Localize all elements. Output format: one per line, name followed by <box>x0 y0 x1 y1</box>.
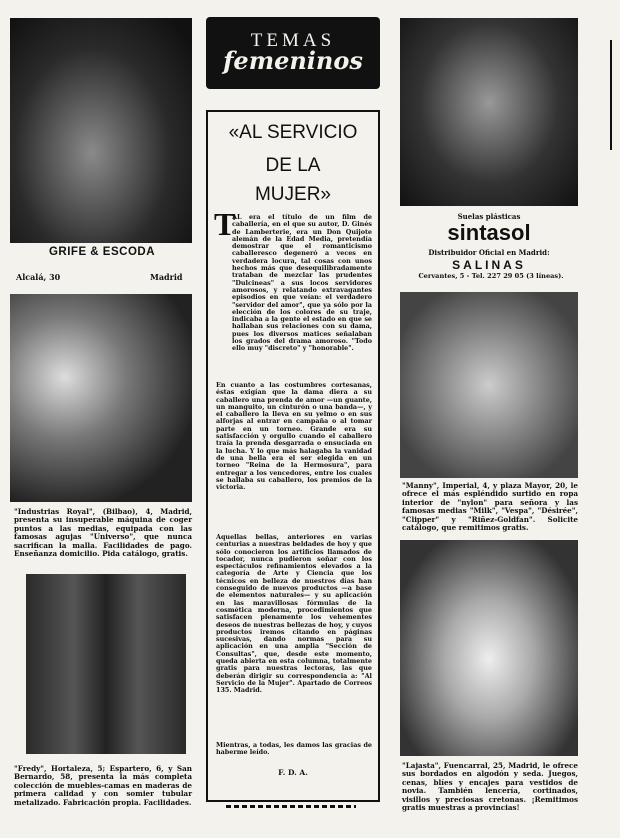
sintasol-distributor: Distribuidor Oficial en Madrid: <box>428 248 550 257</box>
grife-escoda-brand: GRIFE & ESCODA <box>48 246 156 258</box>
bridal-ad-photo <box>400 540 578 756</box>
article-paragraph-4: Mientras, a todas, les damos las gracias de haberme leído. <box>216 741 372 757</box>
article-title-line2: DE LA <box>265 155 321 176</box>
industrias-royal-text: "Industrias Royal", (Bilbao), 4, Madrid, presenta su insuperable máquina de coger puntos a las medias, equipada con las famosas agujas "Universo", que nunca sacrifican la malla. Facilidades de pago. Enseñanza domicilio. Pida catálogo, gratis. <box>14 507 192 559</box>
grife-escoda-city: Madrid <box>150 272 183 282</box>
article-paragraph-3: Aquellas bellas, anteriores en varias centurias a nuestras beldades de hoy y que sólo conocieron los artificios llamados de tocador, nunca pudieron soñar con los espectáculos refinamientos elevados a la categoría de Arte y Ciencia que los técnicos en belleza de nuestros días han conseguido de nuevos productos —a base de elementos naturales— y su aplicación en las maravillosas fórmulas de la cosmética moderna, procedimientos que satisfacen plenamente los vehementes deseos de nuestras bellezas de hoy, y cuyos productos iremos citando en páginas sucesivas, dando normas para su aplicación en una amplia "Sección de Consultas", que, desde este momento, queda abierta en esta columna, totalmente gratis para nuestras lectoras, las que deberán dirigir su correspondencia a: "Al Servicio de la Mujer". Apartado de Correos 135. Madrid. <box>216 533 372 695</box>
article-paragraph-2: En cuanto a las costumbres cortesanas, éstas exigían que la dama diera a su caballero una prenda de amor —un guante, un manguito, un cinturón o una banda—, y el caballero la lleva en su yelmo o en sus alforjas al entrar en campaña o al tomar parte en un torneo. Grande era su satisfacción y orgullo cuando el caballero traía la prenda desgarrada o ensuciada en la lucha. Y lo que más halagaba la vanidad de una bella era el ser elegida en un torneo "Reina de la Hermosura", para entregar a los vencedores, entre los cuales se hallaba su caballero, los premios de la victoria. <box>216 381 372 492</box>
checkered-border <box>226 805 356 808</box>
fredy-text: "Fredy", Hortaleza, 5; Espartero, 6, y San Bernardo, 58, presenta la más completa colección de muebles-camas en maderas de primera calidad y con somier tubular metalizado. Fabricación propia. Facilidades. <box>14 764 192 807</box>
sintasol-address: Cervantes, 5 - Tel. 227 29 05 (3 líneas). <box>418 272 564 280</box>
sintasol-ad-photo <box>400 18 578 206</box>
grife-escoda-address: Alcalá, 30 <box>16 272 61 282</box>
sintasol-tagline: Suelas plásticas <box>457 212 521 221</box>
article-signature: F. D. A. <box>278 768 308 777</box>
article-title-line1: «AL SERVICIO <box>228 122 358 143</box>
sintasol-salinas: SALINAS <box>452 258 526 272</box>
faucet-ad-photo <box>10 18 192 243</box>
masthead-femeninos: femeninos <box>223 46 363 75</box>
article-drop-cap: T <box>214 206 236 242</box>
furniture-ad-photo <box>26 574 186 754</box>
article-paragraph-1: AL era el título de un film de caballería, en el que su autor, D. Ginés de Lamberterie, era un Don Quijote alemán de la Edad Media, pretendía demostrar que el romanticismo caballeresco degeneró a veces en verdadera locura, tal cosas con unos hechos más que desequilibradamente trataban de mezclar las prudentes "Dulcineas" a sus locos servidores amorosos, y relatando extravagantes episodios en que veían: el verdadero "servidor del amor", que ya sólo por la elección de los colores de su traje, indicaba a la gente el estado en que se hallaban sus relaciones con su dama, pues los diversos matices señalaban los grados del drama amoroso. "Todo ello muy "discreto" y "honorable". <box>232 213 372 353</box>
manny-text: "Manny", Imperial, 4, y plaza Mayor, 20, le ofrece el más espléndido surtido en ropa interior de "nylon" para señora y las famosas medias "Milk", "Vespa", "Désirée", "Clipper" y "Riñez-Goldfan". Solicite catálogo, que remitimos gratis. <box>402 481 578 533</box>
sintasol-brand: sintasol <box>447 220 531 245</box>
right-edge-rule <box>610 40 612 150</box>
lajasta-text: "Lajasta", Fuencarral, 25, Madrid, le ofrece sus bordados en algodón y seda. Juegos, cenas, blíes y encajes para vestidos de novia. También lencería, cortinados, visillos y preciosas cretonas. ¡Remitimos gratis muestras a provincias! <box>402 761 578 813</box>
sewing-machine-ad-photo <box>10 294 192 502</box>
lingerie-ad-photo <box>400 292 578 478</box>
masthead-temas: TEMAS <box>250 30 336 51</box>
article-title-line3: MUJER» <box>254 184 331 205</box>
